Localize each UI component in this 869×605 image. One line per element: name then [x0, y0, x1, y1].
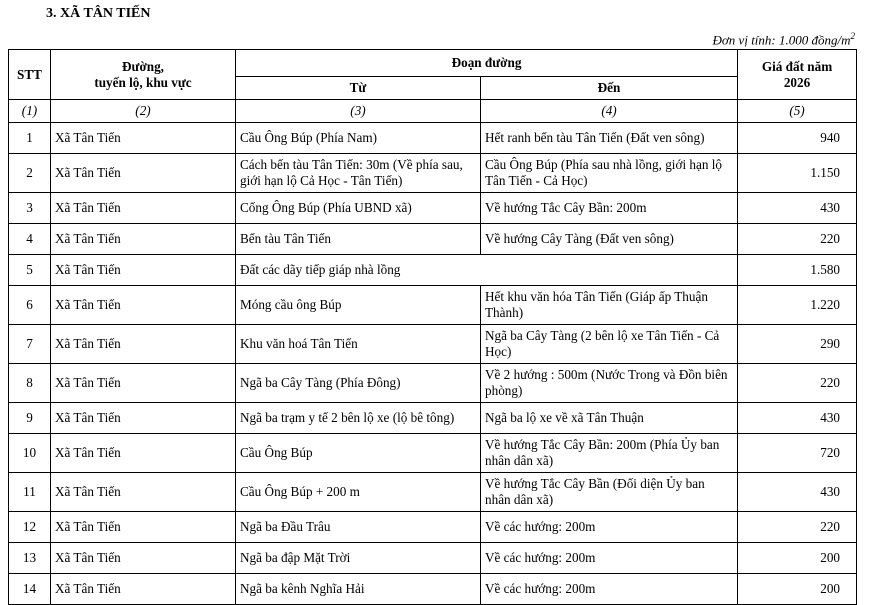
row-stt: 10 — [9, 434, 51, 473]
row-area: Xã Tân Tiến — [51, 364, 236, 403]
row-to: Hết ranh bến tàu Tân Tiến (Đất ven sông) — [481, 123, 738, 154]
header-road-line1: Đường, — [122, 58, 164, 74]
header-road-line2: tuyến lộ, khu vực — [94, 74, 192, 90]
row-area: Xã Tân Tiến — [51, 512, 236, 543]
col-number-1: (1) — [9, 100, 51, 123]
col-number-2: (2) — [51, 100, 236, 123]
header-to: Đến — [481, 77, 738, 100]
row-area: Xã Tân Tiến — [51, 434, 236, 473]
table-row — [9, 154, 857, 193]
row-from: Đất các dãy tiếp giáp nhà lồng — [236, 255, 738, 286]
section-title: 3. XÃ TÂN TIẾN — [46, 6, 151, 21]
row-stt: 2 — [9, 154, 51, 193]
header-segment: Đoạn đường — [236, 50, 738, 77]
row-to: Về 2 hướng : 500m (Nước Trong và Đồn biên phòng) — [481, 364, 738, 403]
row-stt: 4 — [9, 224, 51, 255]
row-to: Về các hướng: 200m — [481, 543, 738, 574]
row-stt: 9 — [9, 403, 51, 434]
row-to: Về hướng Tắc Cây Bần: 200m — [481, 193, 738, 224]
row-stt: 3 — [9, 193, 51, 224]
row-price: 720 — [738, 434, 857, 473]
row-to: Về hướng Cây Tàng (Đất ven sông) — [481, 224, 738, 255]
table-row — [9, 364, 857, 403]
row-to: Ngã ba lộ xe về xã Tân Thuận — [481, 403, 738, 434]
row-area: Xã Tân Tiến — [51, 403, 236, 434]
row-from: Ngã ba kênh Nghĩa Hải — [236, 574, 481, 605]
table-row — [9, 255, 857, 286]
unit-superscript: 2 — [850, 31, 855, 41]
row-price: 1.220 — [738, 286, 857, 325]
row-to: Về hướng Tắc Cây Bần (Đối diện Ủy ban nhân dân xã) — [481, 473, 738, 512]
row-stt: 12 — [9, 512, 51, 543]
row-stt: 13 — [9, 543, 51, 574]
header-from: Từ — [236, 77, 481, 100]
row-to: Về các hướng: 200m — [481, 512, 738, 543]
row-price: 200 — [738, 574, 857, 605]
row-stt: 8 — [9, 364, 51, 403]
row-price: 290 — [738, 325, 857, 364]
row-price: 430 — [738, 473, 857, 512]
row-price: 220 — [738, 512, 857, 543]
table-row — [9, 193, 857, 224]
col-number-4: (4) — [481, 100, 738, 123]
header-price-line2: 2026 — [783, 74, 811, 90]
row-area: Xã Tân Tiến — [51, 154, 236, 193]
row-to: Về các hướng: 200m — [481, 574, 738, 605]
row-price: 1.580 — [738, 255, 857, 286]
table-row — [9, 123, 857, 154]
table-row — [9, 224, 857, 255]
row-from: Khu văn hoá Tân Tiến — [236, 325, 481, 364]
row-stt: 7 — [9, 325, 51, 364]
table-row — [9, 543, 857, 574]
row-price: 200 — [738, 543, 857, 574]
row-area: Xã Tân Tiến — [51, 325, 236, 364]
row-stt: 6 — [9, 286, 51, 325]
row-price: 940 — [738, 123, 857, 154]
table-row — [9, 325, 857, 364]
row-from: Cầu Ông Búp (Phía Nam) — [236, 123, 481, 154]
row-area: Xã Tân Tiến — [51, 286, 236, 325]
row-area: Xã Tân Tiến — [51, 543, 236, 574]
row-to: Cầu Ông Búp (Phía sau nhà lồng, giới hạn lộ Tân Tiến - Cả Học) — [481, 154, 738, 193]
row-price: 430 — [738, 193, 857, 224]
row-from: Ngã ba Đầu Trâu — [236, 512, 481, 543]
unit-note — [712, 31, 855, 48]
col-number-3: (3) — [236, 100, 481, 123]
row-to: Về hướng Tắc Cây Bần: 200m (Phía Ủy ban nhân dân xã) — [481, 434, 738, 473]
row-price: 220 — [738, 364, 857, 403]
row-from: Ngã ba đập Mặt Trời — [236, 543, 481, 574]
row-stt: 11 — [9, 473, 51, 512]
table-row — [9, 473, 857, 512]
col-number-5: (5) — [738, 100, 857, 123]
row-from: Bến tàu Tân Tiến — [236, 224, 481, 255]
header-price-line1: Giá đất năm — [761, 58, 833, 74]
row-price: 430 — [738, 403, 857, 434]
unit-text: Đơn vị tính: 1.000 đồng/m — [712, 32, 851, 48]
row-from: Cách bến tàu Tân Tiến: 30m (Về phía sau, giới hạn lộ Cả Học - Tân Tiến) — [236, 154, 481, 193]
table-row — [9, 512, 857, 543]
row-to: Ngã ba Cây Tàng (2 bên lộ xe Tân Tiến - Cả Học) — [481, 325, 738, 364]
row-area: Xã Tân Tiến — [51, 574, 236, 605]
header-stt: STT — [9, 50, 51, 100]
row-from: Cống Ông Búp (Phía UBND xã) — [236, 193, 481, 224]
table-row — [9, 574, 857, 605]
header-price — [738, 50, 857, 100]
row-from: Ngã ba trạm y tế 2 bên lộ xe (lộ bê tông) — [236, 403, 481, 434]
table-row — [9, 434, 857, 473]
row-area: Xã Tân Tiến — [51, 224, 236, 255]
row-from: Cầu Ông Búp — [236, 434, 481, 473]
row-from: Móng cầu ông Búp — [236, 286, 481, 325]
row-stt: 14 — [9, 574, 51, 605]
row-to: Hết khu văn hóa Tân Tiến (Giáp ấp Thuận Thành) — [481, 286, 738, 325]
row-from: Ngã ba Cây Tàng (Phía Đông) — [236, 364, 481, 403]
table-row — [9, 403, 857, 434]
row-area: Xã Tân Tiến — [51, 193, 236, 224]
row-from: Cầu Ông Búp + 200 m — [236, 473, 481, 512]
row-area: Xã Tân Tiến — [51, 255, 236, 286]
row-area: Xã Tân Tiến — [51, 123, 236, 154]
row-stt: 5 — [9, 255, 51, 286]
land-price-table — [8, 49, 857, 605]
table-row — [9, 286, 857, 325]
row-price: 220 — [738, 224, 857, 255]
row-price: 1.150 — [738, 154, 857, 193]
header-road — [51, 50, 236, 100]
row-area: Xã Tân Tiến — [51, 473, 236, 512]
row-stt: 1 — [9, 123, 51, 154]
